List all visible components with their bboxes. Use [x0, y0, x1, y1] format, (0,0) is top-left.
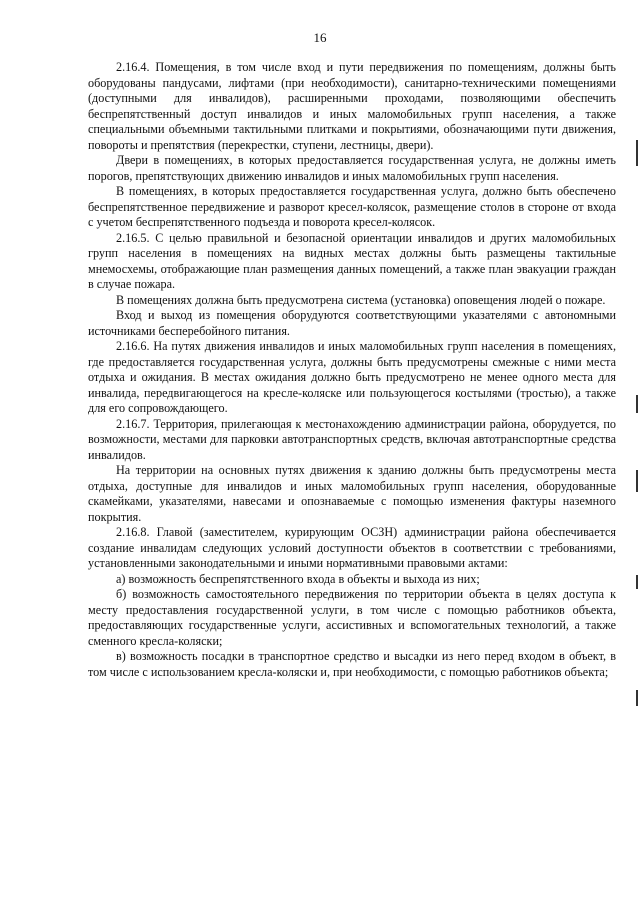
- paragraph-2-16-8: 2.16.8. Главой (заместителем, курирующим ОСЗН) администрации района обеспечивается создание инвалидам следующих условий доступности объектов в соответствии с требованиями, установленными законодательными и иными нормативными правовыми актами:: [88, 525, 616, 570]
- paragraph-2-16-6: 2.16.6. На путях движения инвалидов и иных маломобильных групп населения в помещениях, где предоставляется государственная услуга, должны быть предусмотрены смежные с ними места отдыха и ожидания. В местах ожидания должно быть предусмотрено не менее одного места для инвалида, передвигающегося на кресле-коляске или пользующегося костылями (тростью), а также для его сопровождающего.: [88, 339, 616, 415]
- scan-edge-mark: [636, 470, 638, 492]
- paragraph-rest-places: На территории на основных путях движения к зданию должны быть предусмотрены места отдыха, доступные для инвалидов и иных маломобильных групп населения, оборудованные скамейками, указателями, навесами и опознаваемые с помощью изменения фактуры наземного покрытия.: [88, 463, 616, 524]
- scan-edge-mark: [636, 140, 638, 166]
- paragraph-2-16-7: 2.16.7. Территория, прилегающая к местонахождению администрации района, оборудуется, по возможности, местами для парковки автотранспортных средств, включая автотранспортные средства инвалидов.: [88, 416, 616, 462]
- paragraph-2-16-5: 2.16.5. С целью правильной и безопасной ориентации инвалидов и других маломобильных групп населения в помещениях на видных местах должны быть размещены тактильные мнемосхемы, отображающие план размещения данных помещений, а также план эвакуации граждан в случае пожара.: [88, 230, 616, 291]
- list-item-b: б) возможность самостоятельного передвижения по территории объекта в целях доступа к месту предоставления государственной услуги, в том числе с помощью работников объекта, предоставляющих государственные услуги, ассистивных и вспомогательных технологий, а также сменного кресла-коляски;: [88, 587, 616, 648]
- list-item-a: а) возможность беспрепятственного входа в объекты и выхода из них;: [116, 571, 480, 586]
- paragraph-2-16-4: 2.16.4. Помещения, в том числе вход и пути передвижения по помещениям, должны быть оборудованы пандусами, лифтами (при необходимости), санитарно-техническими помещениями (доступными для инвалидов), расширенными проходами, позволяющими обеспечить беспрепятственный доступ инвалидов и иных маломобильных групп населения, а также специальными объемными тактильными плитками и покрытиями, обозначающими пути движения, повороты и препятствия (перекрестки, ступени, лестницы, двери).: [88, 60, 616, 152]
- scan-edge-mark: [636, 395, 638, 413]
- paragraph-doors: Двери в помещениях, в которых предоставляется государственная услуга, не должны иметь порогов, препятствующих движению инвалидов и иных маломобильных групп населения.: [88, 153, 616, 183]
- paragraph-wheelchair-movement: В помещениях, в которых предоставляется государственная услуга, должно быть обеспечено беспрепятственное передвижение и разворот кресел-колясок, размещение столов в стороне от входа с учетом беспрепятственного подъезда и поворота кресел-колясок.: [88, 184, 616, 229]
- scan-edge-mark: [636, 690, 638, 706]
- page-number: 16: [313, 30, 327, 45]
- paragraph-entrance-signs: Вход и выход из помещения оборудуются соответствующими указателями с автономными источниками бесперебойного питания.: [88, 308, 616, 338]
- list-item-v: в) возможность посадки в транспортное средство и высадки из него перед входом в объект, в том числе с использованием кресла-коляски и, при необходимости, с помощью работников объекта;: [88, 649, 616, 679]
- body-text: [88, 60, 616, 680]
- scan-edge-mark: [636, 575, 638, 589]
- paragraph-fire-alert: В помещениях должна быть предусмотрена система (установка) оповещения людей о пожаре.: [116, 292, 606, 307]
